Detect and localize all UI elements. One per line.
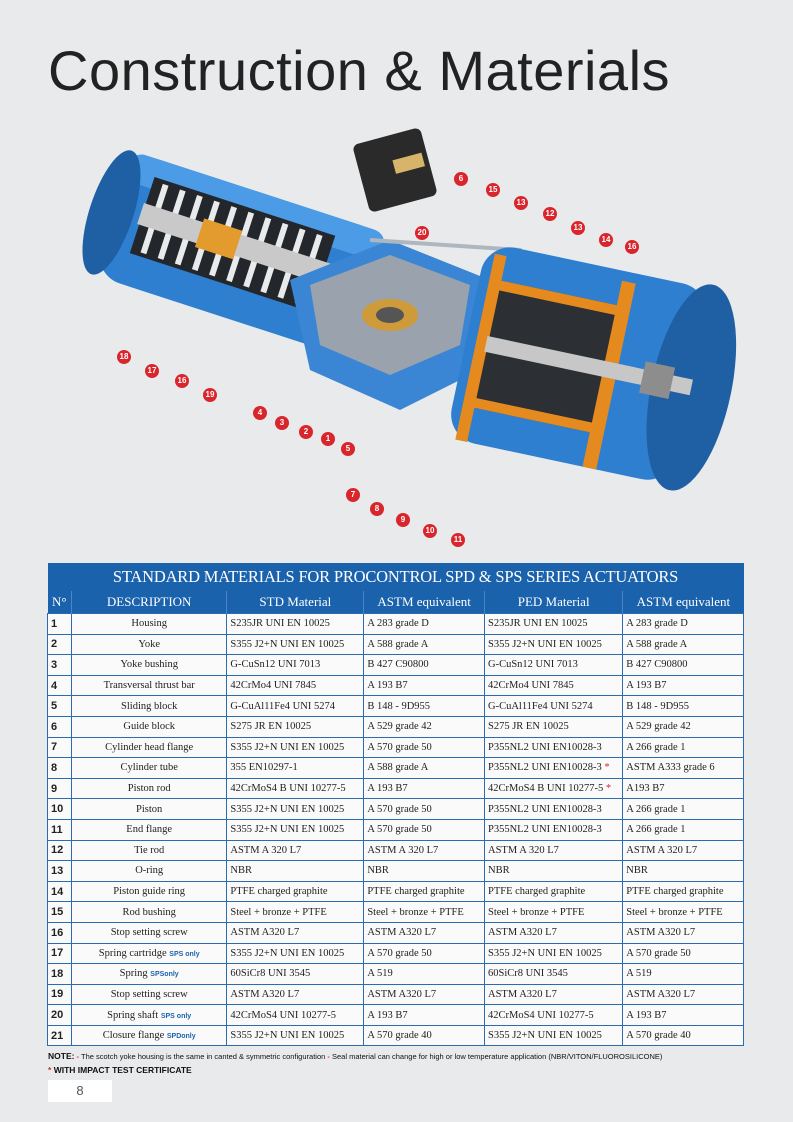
- row-astm-equivalent-2: A 193 B7: [623, 1005, 744, 1026]
- row-std-material: 42CrMoS4 UNI 10277-5: [227, 1005, 364, 1026]
- row-astm-equivalent: A 519: [364, 964, 485, 985]
- row-ped-material: [484, 984, 622, 1005]
- row-astm-equivalent: B 427 C90800: [364, 655, 485, 676]
- ped-material-text: G-CuAl11Fe4 UNI 5274: [487, 700, 593, 712]
- row-astm-equivalent: A 529 grade 42: [364, 716, 485, 737]
- row-std-material: 42CrMo4 UNI 7845: [227, 675, 364, 696]
- description-text: Cylinder tube: [120, 762, 178, 774]
- note-label: NOTE:: [48, 1051, 75, 1061]
- row-astm-equivalent-2: A 529 grade 42: [623, 716, 744, 737]
- table-row: [48, 1005, 744, 1026]
- row-astm-equivalent: ASTM A320 L7: [364, 922, 485, 943]
- row-astm-equivalent: A 570 grade 50: [364, 819, 485, 840]
- ped-material-text: 42CrMoS4 B UNI 10277-5: [487, 783, 604, 795]
- row-std-material: S355 J2+N UNI EN 10025: [227, 737, 364, 758]
- table-note: NOTE: - The scotch yoke housing is the same in canted & symmetric configuration - Seal material can change for high or low temperature application (NBR/VITON/FLUOROSILICONE): [48, 1051, 663, 1061]
- row-std-material: G-CuSn12 UNI 7013: [227, 655, 364, 676]
- row-description: [72, 655, 227, 676]
- ped-material-text: 60SiCr8 UNI 3545: [487, 968, 568, 980]
- table-row: [48, 655, 744, 676]
- callout-9: 9: [396, 513, 410, 527]
- ped-material-text: 42CrMoS4 UNI 10277-5: [487, 1009, 594, 1021]
- row-astm-equivalent-2: A 266 grade 1: [623, 799, 744, 820]
- row-std-material: 355 EN10297-1: [227, 758, 364, 779]
- page-number: 8: [48, 1080, 112, 1102]
- callout-4: 4: [253, 406, 267, 420]
- callout-15: 15: [486, 183, 500, 197]
- row-description: [72, 840, 227, 861]
- row-std-material: S275 JR EN 10025: [227, 716, 364, 737]
- row-description: [72, 778, 227, 799]
- series-only-tag: SPS only: [169, 950, 200, 958]
- row-number: 21: [48, 1025, 72, 1046]
- callout-10: 10: [423, 524, 437, 538]
- table-row: [48, 943, 744, 964]
- description-text: End flange: [126, 824, 173, 836]
- description-text: Yoke bushing: [120, 659, 178, 671]
- table-row: [48, 964, 744, 985]
- row-ped-material: [484, 881, 622, 902]
- row-ped-material: [484, 799, 622, 820]
- row-astm-equivalent-2: A 519: [623, 964, 744, 985]
- impact-test-note: [48, 1065, 192, 1075]
- row-description: [72, 737, 227, 758]
- impact-test-star: *: [604, 762, 610, 774]
- callout-17: 16: [175, 374, 189, 388]
- callout-13b: 13: [571, 221, 585, 235]
- row-ped-material: [484, 840, 622, 861]
- row-astm-equivalent: NBR: [364, 861, 485, 882]
- callout-18: 17: [145, 364, 159, 378]
- callout-16: 16: [625, 240, 639, 254]
- row-astm-equivalent: A 570 grade 50: [364, 943, 485, 964]
- row-number: 11: [48, 819, 72, 840]
- row-description: [72, 881, 227, 902]
- row-std-material: ASTM A320 L7: [227, 922, 364, 943]
- row-astm-equivalent-2: A 588 grade A: [623, 634, 744, 655]
- row-astm-equivalent-2: NBR: [623, 861, 744, 882]
- row-description: [72, 902, 227, 923]
- row-astm-equivalent-2: A 283 grade D: [623, 614, 744, 635]
- row-ped-material: [484, 964, 622, 985]
- ped-material-text: S355 J2+N UNI EN 10025: [487, 947, 602, 959]
- row-astm-equivalent: Steel + bronze + PTFE: [364, 902, 485, 923]
- row-number: 17: [48, 943, 72, 964]
- row-astm-equivalent-2: A 266 grade 1: [623, 819, 744, 840]
- row-astm-equivalent-2: B 427 C90800: [623, 655, 744, 676]
- table-row: [48, 984, 744, 1005]
- row-number: 12: [48, 840, 72, 861]
- ped-material-text: P355NL2 UNI EN10028-3: [487, 762, 602, 774]
- callout-3: 3: [275, 416, 289, 430]
- callout-1: 1: [321, 432, 335, 446]
- row-astm-equivalent: A 193 B7: [364, 1005, 485, 1026]
- row-astm-equivalent-2: ASTM A 320 L7: [623, 840, 744, 861]
- row-std-material: ASTM A320 L7: [227, 984, 364, 1005]
- ped-material-text: 42CrMo4 UNI 7845: [487, 680, 574, 692]
- row-number: 19: [48, 984, 72, 1005]
- row-astm-equivalent: A 570 grade 40: [364, 1025, 485, 1046]
- row-astm-equivalent: A 570 grade 50: [364, 737, 485, 758]
- row-std-material: PTFE charged graphite: [227, 881, 364, 902]
- row-astm-equivalent-2: ASTM A320 L7: [623, 984, 744, 1005]
- description-text: Guide block: [123, 721, 175, 733]
- ped-material-text: S275 JR EN 10025: [487, 721, 569, 733]
- callout-11: 11: [451, 533, 465, 547]
- ped-material-text: Steel + bronze + PTFE: [487, 906, 585, 918]
- row-description: [72, 614, 227, 635]
- row-ped-material: [484, 943, 622, 964]
- row-description: [72, 634, 227, 655]
- callout-19: 18: [117, 350, 131, 364]
- row-description: [72, 861, 227, 882]
- table-row: [48, 881, 744, 902]
- row-ped-material: [484, 1025, 622, 1046]
- description-text: Stop setting screw: [110, 927, 188, 939]
- col-header-astm-equivalent-2: ASTM equivalent: [623, 591, 744, 614]
- description-text: Yoke: [138, 638, 161, 650]
- note-seal: Seal material can change for high or low temperature application (NBR/VITON/FLUOROSILICONE): [331, 1052, 663, 1061]
- row-astm-equivalent: A 193 B7: [364, 778, 485, 799]
- row-number: 2: [48, 634, 72, 655]
- callout-12: 12: [543, 207, 557, 221]
- materials-table: [47, 563, 744, 1046]
- row-number: 7: [48, 737, 72, 758]
- table-row: [48, 922, 744, 943]
- col-header-std-material: STD Material: [227, 591, 364, 614]
- impact-star: *: [48, 1065, 52, 1075]
- table-row: [48, 1025, 744, 1046]
- description-text: Spring cartridge: [98, 947, 167, 959]
- row-ped-material: [484, 634, 622, 655]
- ped-material-text: P355NL2 UNI EN10028-3: [487, 824, 602, 836]
- row-description: [72, 696, 227, 717]
- ped-material-text: P355NL2 UNI EN10028-3: [487, 741, 602, 753]
- row-std-material: 60SiCr8 UNI 3545: [227, 964, 364, 985]
- series-only-tag: SPS only: [160, 1012, 192, 1020]
- row-ped-material: [484, 758, 622, 779]
- row-astm-equivalent-2: A193 B7: [623, 778, 744, 799]
- row-astm-equivalent-2: A 266 grade 1: [623, 737, 744, 758]
- row-astm-equivalent: A 193 B7: [364, 675, 485, 696]
- ped-material-text: ASTM A320 L7: [487, 988, 557, 1000]
- series-only-tag: SPSonly: [150, 971, 179, 979]
- description-text: Sliding block: [121, 700, 178, 712]
- row-ped-material: [484, 922, 622, 943]
- row-std-material: S355 J2+N UNI EN 10025: [227, 1025, 364, 1046]
- row-description: [72, 1025, 227, 1046]
- row-astm-equivalent: ASTM A320 L7: [364, 984, 485, 1005]
- callout-21: 20: [415, 226, 429, 240]
- row-number: 3: [48, 655, 72, 676]
- row-number: 4: [48, 675, 72, 696]
- description-text: Spring shaft: [107, 1009, 159, 1021]
- table-body: [48, 614, 744, 1046]
- row-description: [72, 1005, 227, 1026]
- row-astm-equivalent-2: PTFE charged graphite: [623, 881, 744, 902]
- row-astm-equivalent-2: B 148 - 9D955: [623, 696, 744, 717]
- row-std-material: S235JR UNI EN 10025: [227, 614, 364, 635]
- col-header-description: DESCRIPTION: [72, 591, 227, 614]
- row-astm-equivalent-2: ASTM A333 grade 6: [623, 758, 744, 779]
- row-number: 16: [48, 922, 72, 943]
- row-number: 5: [48, 696, 72, 717]
- row-number: 8: [48, 758, 72, 779]
- table-row: [48, 737, 744, 758]
- callout-7: 7: [346, 488, 360, 502]
- row-description: [72, 716, 227, 737]
- table-row: [48, 819, 744, 840]
- row-ped-material: [484, 675, 622, 696]
- description-text: Tie rod: [134, 844, 165, 856]
- row-number: 14: [48, 881, 72, 902]
- impact-test-star: *: [605, 783, 612, 795]
- actuator-cutaway-illustration: [40, 120, 760, 560]
- table-row: [48, 716, 744, 737]
- row-astm-equivalent: ASTM A 320 L7: [364, 840, 485, 861]
- row-description: [72, 799, 227, 820]
- row-description: [72, 819, 227, 840]
- table-row: [48, 675, 744, 696]
- row-std-material: S355 J2+N UNI EN 10025: [227, 634, 364, 655]
- row-astm-equivalent: B 148 - 9D955: [364, 696, 485, 717]
- actuator-drawing: [40, 120, 760, 560]
- row-std-material: 42CrMoS4 B UNI 10277-5: [227, 778, 364, 799]
- row-description: [72, 984, 227, 1005]
- row-number: 9: [48, 778, 72, 799]
- row-number: 6: [48, 716, 72, 737]
- callout-8: 8: [370, 502, 384, 516]
- row-description: [72, 964, 227, 985]
- row-ped-material: [484, 614, 622, 635]
- table-row: [48, 861, 744, 882]
- ped-material-text: S355 J2+N UNI EN 10025: [487, 638, 602, 650]
- row-std-material: NBR: [227, 861, 364, 882]
- table-row: [48, 840, 744, 861]
- description-text: O-ring: [135, 865, 164, 877]
- callout-20: 19: [203, 388, 217, 402]
- row-astm-equivalent-2: A 570 grade 40: [623, 1025, 744, 1046]
- ped-material-text: ASTM A320 L7: [487, 927, 557, 939]
- ped-material-text: NBR: [487, 865, 510, 877]
- col-header-ped-material: PED Material: [484, 591, 622, 614]
- row-astm-equivalent-2: ASTM A320 L7: [623, 922, 744, 943]
- row-ped-material: [484, 861, 622, 882]
- series-only-tag: SPDonly: [166, 1033, 196, 1041]
- row-std-material: S355 J2+N UNI EN 10025: [227, 819, 364, 840]
- note-housing: The scotch yoke housing is the same in canted & symmetric configuration: [81, 1052, 326, 1061]
- description-text: Closure flange: [102, 1030, 165, 1042]
- ped-material-text: P355NL2 UNI EN10028-3: [487, 803, 602, 815]
- row-number: 13: [48, 861, 72, 882]
- description-text: Stop setting screw: [110, 988, 188, 1000]
- description-text: Piston guide ring: [113, 886, 186, 898]
- table-title: STANDARD MATERIALS FOR PROCONTROL SPD & SPS SERIES ACTUATORS: [48, 563, 744, 591]
- table-row: [48, 902, 744, 923]
- row-ped-material: [484, 819, 622, 840]
- row-number: 10: [48, 799, 72, 820]
- callout-6: 6: [454, 172, 468, 186]
- description-text: Piston: [136, 803, 163, 815]
- table-row: [48, 758, 744, 779]
- page-title: Construction & Materials: [48, 39, 671, 102]
- table-row: [48, 799, 744, 820]
- row-std-material: S355 J2+N UNI EN 10025: [227, 799, 364, 820]
- callout-14: 14: [599, 233, 613, 247]
- row-description: [72, 758, 227, 779]
- row-astm-equivalent-2: Steel + bronze + PTFE: [623, 902, 744, 923]
- row-description: [72, 943, 227, 964]
- col-header-number: N°: [48, 591, 72, 614]
- row-ped-material: [484, 1005, 622, 1026]
- row-std-material: S355 J2+N UNI EN 10025: [227, 943, 364, 964]
- description-text: Transversal thrust bar: [103, 680, 195, 692]
- table-row: [48, 614, 744, 635]
- row-ped-material: [484, 696, 622, 717]
- row-std-material: G-CuAl11Fe4 UNI 5274: [227, 696, 364, 717]
- callout-2: 2: [299, 425, 313, 439]
- row-std-material: Steel + bronze + PTFE: [227, 902, 364, 923]
- row-description: [72, 675, 227, 696]
- description-text: Piston rod: [127, 783, 171, 795]
- table-header-row: [48, 591, 744, 614]
- callout-5: 5: [341, 442, 355, 456]
- table-row: [48, 778, 744, 799]
- ped-material-text: S235JR UNI EN 10025: [487, 618, 588, 630]
- row-astm-equivalent: A 570 grade 50: [364, 799, 485, 820]
- row-astm-equivalent-2: A 570 grade 50: [623, 943, 744, 964]
- row-astm-equivalent-2: A 193 B7: [623, 675, 744, 696]
- row-number: 20: [48, 1005, 72, 1026]
- ped-material-text: G-CuSn12 UNI 7013: [487, 659, 578, 671]
- row-astm-equivalent: PTFE charged graphite: [364, 881, 485, 902]
- row-ped-material: [484, 778, 622, 799]
- description-text: Rod bushing: [122, 906, 176, 918]
- row-std-material: ASTM A 320 L7: [227, 840, 364, 861]
- row-number: 18: [48, 964, 72, 985]
- row-description: [72, 922, 227, 943]
- row-ped-material: [484, 902, 622, 923]
- ped-material-text: S355 J2+N UNI EN 10025: [487, 1030, 602, 1042]
- table-row: [48, 634, 744, 655]
- impact-text: WITH IMPACT TEST CERTIFICATE: [53, 1065, 192, 1075]
- row-ped-material: [484, 655, 622, 676]
- row-astm-equivalent: A 588 grade A: [364, 634, 485, 655]
- description-text: Cylinder head flange: [105, 741, 194, 753]
- row-ped-material: [484, 737, 622, 758]
- col-header-astm-equivalent: ASTM equivalent: [364, 591, 485, 614]
- description-text: Housing: [131, 618, 167, 630]
- row-astm-equivalent: A 283 grade D: [364, 614, 485, 635]
- ped-material-text: PTFE charged graphite: [487, 886, 586, 898]
- ped-material-text: ASTM A 320 L7: [487, 844, 559, 856]
- description-text: Spring: [119, 968, 148, 980]
- row-number: 15: [48, 902, 72, 923]
- row-astm-equivalent: A 588 grade A: [364, 758, 485, 779]
- table-row: [48, 696, 744, 717]
- row-ped-material: [484, 716, 622, 737]
- callout-13a: 13: [514, 196, 528, 210]
- row-number: 1: [48, 614, 72, 635]
